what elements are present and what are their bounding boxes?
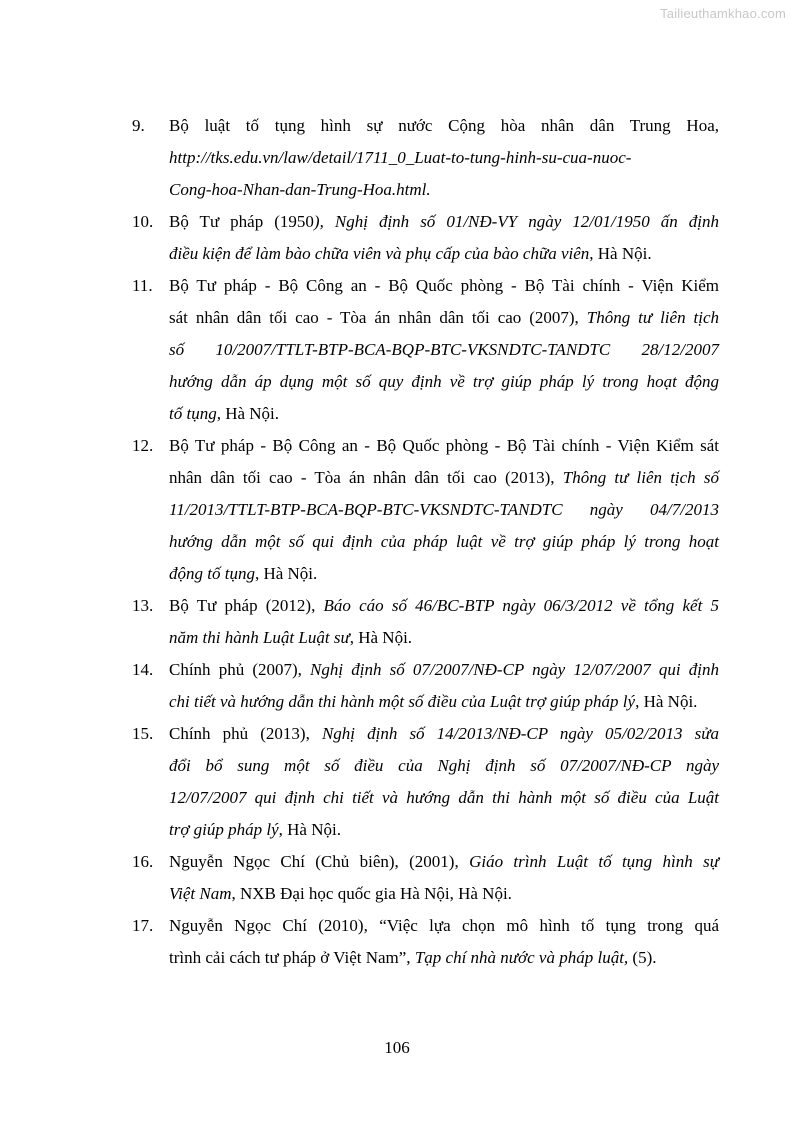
- italic-text: điều kiện để làm bào chữa viên và phụ cấp của bào chữa viên: [169, 244, 590, 263]
- italic-text: Cong-hoa-Nhan-dan-Trung-Hoa.html.: [169, 180, 431, 199]
- reference-line: [169, 174, 719, 206]
- reference-item: [132, 430, 719, 590]
- reference-line: [169, 526, 719, 558]
- text-segment: Bộ luật tố tụng hình sự nước Cộng hòa nhân dân Trung Hoa,: [169, 116, 719, 135]
- italic-text: ), Nghị định số 01/NĐ-VY ngày 12/01/1950 ấn định: [313, 212, 719, 231]
- italic-text: 11/2013/TTLT-BTP-BCA-BQP-BTC-VKSNDTC-TANDTC ngày 04/7/2013: [169, 500, 719, 519]
- reference-line: [169, 878, 719, 910]
- italic-text: Nghị định số 14/2013/NĐ-CP ngày 05/02/2013 sửa: [321, 724, 719, 743]
- reference-line: [169, 462, 719, 494]
- reference-line: [169, 494, 719, 526]
- text-segment: nhân dân tối cao - Tòa án nhân dân tối cao (2013),: [169, 468, 563, 487]
- text-segment: sát nhân dân tối cao - Tòa án nhân dân tối cao (2007),: [169, 308, 587, 327]
- text-segment: , Hà Nội.: [589, 244, 652, 263]
- reference-line: [169, 366, 719, 398]
- reference-item: [132, 654, 719, 718]
- reference-list: [0, 110, 794, 974]
- italic-text: Giáo trình Luật tố tụng hình sự: [469, 852, 719, 871]
- reference-number: 14.: [132, 660, 154, 679]
- reference-number: 13.: [132, 596, 154, 615]
- reference-line: [169, 782, 719, 814]
- text-segment: , Hà Nội.: [278, 820, 341, 839]
- italic-text: Việt Nam: [169, 884, 232, 903]
- reference-item: [132, 846, 719, 910]
- reference-line: [169, 942, 719, 974]
- reference-line: [169, 558, 719, 590]
- italic-text: Thông tư liên tịch: [586, 308, 719, 327]
- text-segment: , Hà Nội.: [349, 628, 413, 647]
- reference-item: [132, 590, 719, 654]
- reference-number: 10.: [132, 212, 154, 231]
- italic-text: hướng dẫn một số qui định của pháp luật về trợ giúp pháp lý trong hoạt: [169, 532, 719, 551]
- text-segment: Nguyễn Ngọc Chí (Chủ biên), (2001),: [169, 852, 470, 871]
- italic-text: 12/07/2007 qui định chi tiết và hướng dẫn thi hành một số điều của Luật: [169, 788, 719, 807]
- reference-number: 15.: [132, 724, 154, 743]
- text-segment: Bộ Tư pháp (1950: [169, 212, 314, 231]
- italic-text: động tố tụng: [169, 564, 255, 583]
- reference-line: [169, 302, 719, 334]
- reference-line: [169, 110, 719, 142]
- italic-text: tố tụng: [169, 404, 217, 423]
- watermark-text: Tailieuthamkhao.com: [660, 6, 786, 21]
- reference-number: 11.: [132, 276, 153, 295]
- page-number: 106: [384, 1038, 410, 1057]
- italic-text: chi tiết và hướng dẫn thi hành một số điều của Luật trợ giúp pháp lý: [169, 692, 636, 711]
- text-segment: trình cải cách tư pháp ở Việt Nam”,: [169, 948, 415, 967]
- italic-text: hướng dẫn áp dụng một số quy định về trợ giúp pháp lý trong hoạt động: [169, 372, 719, 391]
- text-segment: Bộ Tư pháp - Bộ Công an - Bộ Quốc phòng - Bộ Tài chính - Viện Kiểm sát: [169, 436, 719, 455]
- reference-item: [132, 110, 719, 206]
- text-segment: Chính phủ (2007),: [169, 660, 311, 679]
- italic-text: năm thi hành Luật Luật sư: [169, 628, 350, 647]
- italic-text: Báo cáo số 46/BC-BTP ngày 06/3/2012 về tổng kết 5: [323, 596, 719, 615]
- reference-line: [169, 430, 719, 462]
- italic-text: Thông tư liên tịch số: [562, 468, 719, 487]
- text-segment: Chính phủ (2013),: [169, 724, 322, 743]
- reference-number: 12.: [132, 436, 154, 455]
- text-segment: Bộ Tư pháp (2012),: [169, 596, 324, 615]
- reference-line: [169, 398, 719, 430]
- reference-line: [169, 270, 719, 302]
- text-segment: , Hà Nội.: [635, 692, 698, 711]
- reference-line: [169, 718, 719, 750]
- text-segment: Nguyễn Ngọc Chí (2010), “Việc lựa chọn mô hình tố tụng trong quá: [169, 916, 719, 935]
- reference-item: [132, 910, 719, 974]
- reference-line: [169, 238, 719, 270]
- reference-item: [132, 718, 719, 846]
- reference-number: 17.: [132, 916, 154, 935]
- reference-line: [169, 814, 719, 846]
- reference-line: [169, 622, 719, 654]
- italic-text: trợ giúp pháp lý: [169, 820, 279, 839]
- text-segment: Bộ Tư pháp - Bộ Công an - Bộ Quốc phòng - Bộ Tài chính - Viện Kiểm: [169, 276, 719, 295]
- reference-line: [169, 846, 719, 878]
- italic-text: Tạp chí nhà nước và pháp luật,: [414, 948, 629, 967]
- reference-line: [169, 654, 719, 686]
- italic-text: Nghị định số 07/2007/NĐ-CP ngày 12/07/2007 qui định: [310, 660, 719, 679]
- text-segment: , NXB Đại học quốc gia Hà Nội, Hà Nội.: [231, 884, 512, 903]
- reference-line: [169, 334, 719, 366]
- italic-text: số 10/2007/TTLT-BTP-BCA-BQP-BTC-VKSNDTC-TANDTC 28/12/2007: [169, 340, 719, 359]
- text-segment: (5).: [628, 948, 657, 967]
- italic-text: http://tks.edu.vn/law/detail/1711_0_Luat-to-tung-hinh-su-cua-nuoc-: [169, 148, 632, 167]
- reference-line: [169, 910, 719, 942]
- reference-line: [169, 590, 719, 622]
- text-segment: , Hà Nội.: [216, 404, 280, 423]
- reference-number: 16.: [132, 852, 154, 871]
- reference-item: [132, 206, 719, 270]
- italic-text: đổi bổ sung một số điều của Nghị định số 07/2007/NĐ-CP ngày: [169, 756, 719, 775]
- text-segment: , Hà Nội.: [254, 564, 318, 583]
- reference-number: 9.: [132, 116, 145, 135]
- reference-item: [132, 270, 719, 430]
- reference-line: [169, 750, 719, 782]
- reference-line: [169, 686, 719, 718]
- reference-line: [169, 142, 719, 174]
- reference-line: [169, 206, 719, 238]
